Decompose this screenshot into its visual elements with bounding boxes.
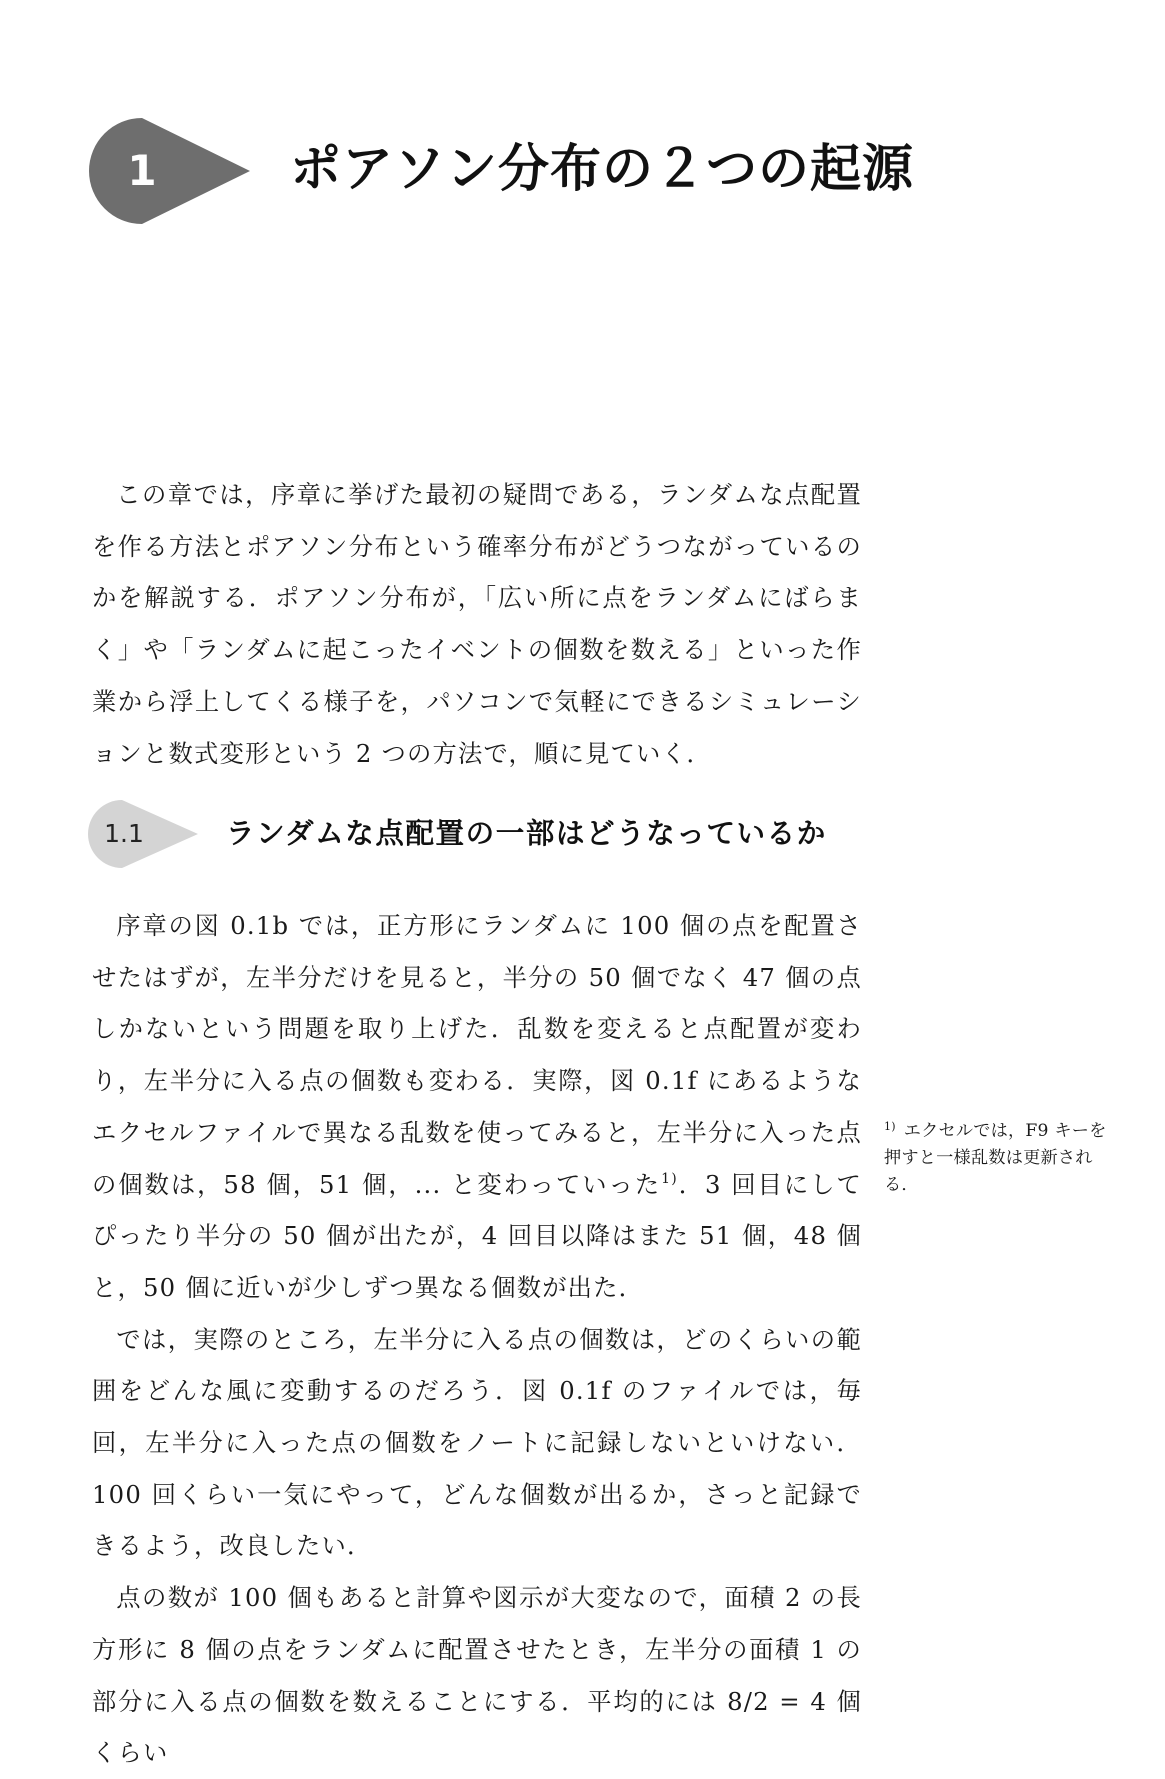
section-title: ランダムな点配置の一部はどうなっているか — [226, 817, 827, 850]
footnote-mark: 1) — [884, 1120, 896, 1133]
body-paragraph-1-text: 序章の図 0.1b では，正方形にランダムに 100 個の点を配置させたはずが，左半分だけを見ると，半分の 50 個でなく 47 個の点しかないという問題を取り上げた．乱数を変えると点配置が変わり，左半分に入る点の個数も変わる．実際，図 0.1f にあるようなエクセルファイルで異なる乱数を使ってみると，左半分に入った点の個数は，58 個，51 個，... と変わっていった — [92, 911, 862, 1199]
section-body — [92, 900, 862, 1779]
chapter-number: 1 — [127, 146, 157, 195]
body-paragraph-1 — [92, 900, 862, 1314]
margin-footnote — [884, 1118, 1120, 1199]
footnote-reference[interactable]: 1) — [661, 1170, 678, 1187]
chapter-number-badge — [84, 118, 254, 224]
chapter-title: ポアソン分布の２つの起源 — [290, 140, 915, 199]
section-number-badge — [88, 800, 200, 868]
body-paragraph-1-continuation: ．3 回目にしてぴったり半分の 50 個が出たが，4 回目以降はまた 51 個，48 個と，50 個に近いが少しずつ異なる個数が出た． — [92, 1169, 862, 1302]
chapter-intro — [92, 469, 862, 779]
section-number: 1.1 — [104, 819, 144, 848]
body-paragraph-2: では，実際のところ，左半分に入る点の個数は，どのくらいの範囲をどんな風に変動するのだろう．図 0.1f のファイルでは，毎回，左半分に入った点の個数をノートに記録しないといけない．100 回くらい一気にやって，どんな個数が出るか，さっと記録できるよう，改良したい． — [92, 1324, 862, 1561]
footnote-text: エクセルでは，F9 キーを押すと一様乱数は更新される． — [884, 1121, 1107, 1195]
intro-paragraph: この章では，序章に挙げた最初の疑問である，ランダムな点配置を作る方法とポアソン分布という確率分布がどうつながっているのかを解説する．ポアソン分布が，「広い所に点をランダムにばらまく」や「ランダムに起こったイベントの個数を数える」といった作業から浮上してくる様子を，パソコンで気軽にできるシミュレーションと数式変形という 2 つの方法で，順に見ていく． — [92, 480, 862, 768]
body-paragraph-3: 点の数が 100 個もあると計算や図示が大変なので，面積 2 の長方形に 8 個の点をランダムに配置させたとき，左半分の面積 1 の部分に入る点の個数を数えることにする．平均的には 8/2 = 4 個くらい — [92, 1583, 862, 1768]
